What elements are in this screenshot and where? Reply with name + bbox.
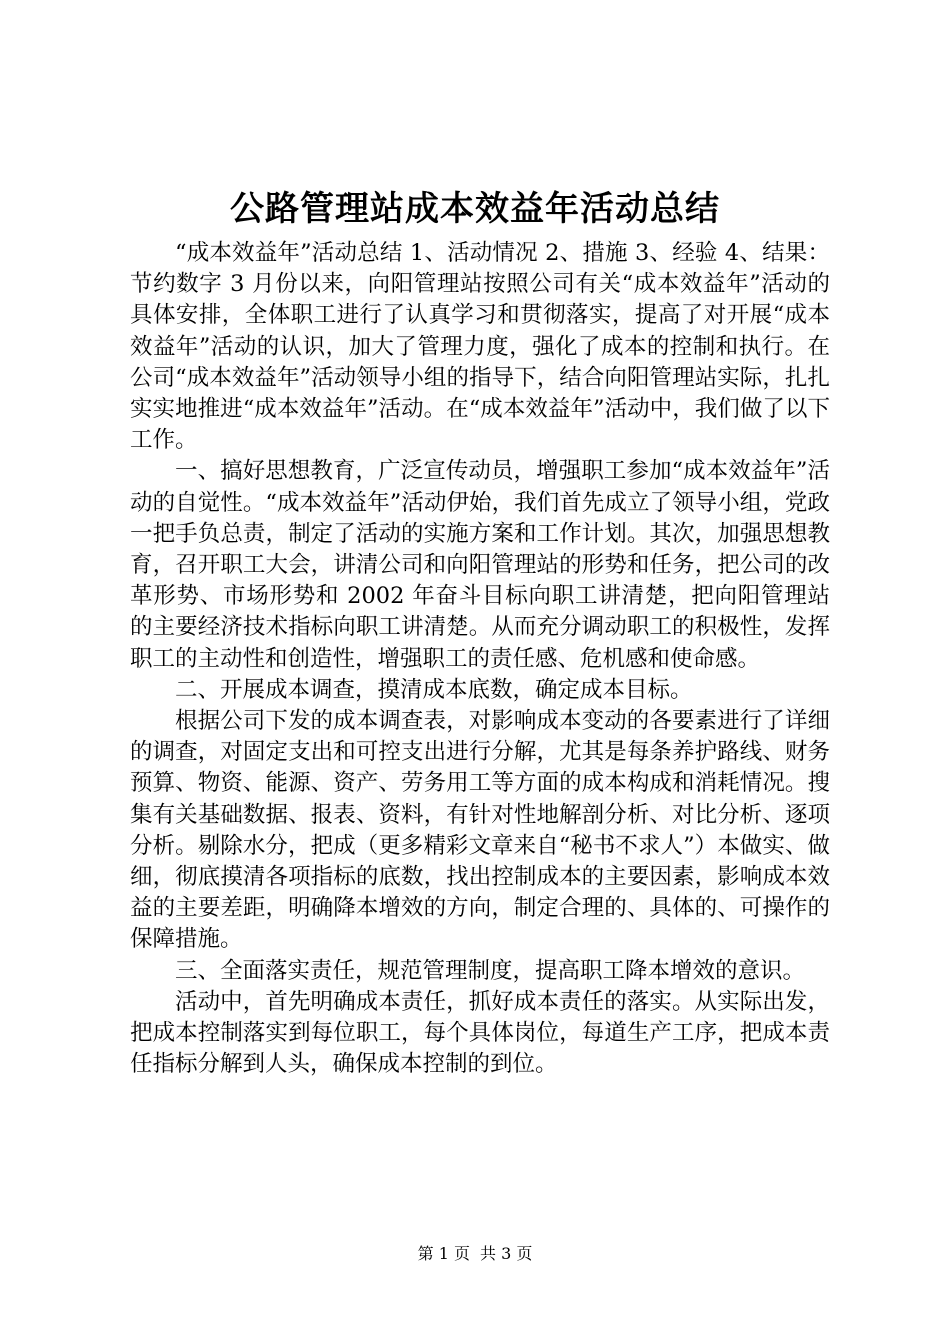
page-number: 第 1 页: [417, 1244, 470, 1263]
paragraph-section-2: 根据公司下发的成本调查表，对影响成本变动的各要素进行了详细的调查，对固定支出和可控支出进行分解，尤其是每条养护路线、财务预算、物资、能源、资产、劳务用工等方面的成本构成和消耗情况。搜集有关基础数据、报表、资料，有针对性地解剖分析、对比分析、逐项分析。剔除水分，把成（更多精彩文章来自“秘书不求人”）本做实、做细，彻底摸清各项指标的底数，找出控制成本的主要因素，影响成本效益的主要差距，明确降本增效的方向，制定合理的、具体的、可操作的保障措施。: [130, 708, 830, 953]
paragraph-section-3: 活动中，首先明确成本责任，抓好成本责任的落实。从实际出发，把成本控制落实到每位职工，每个具体岗位，每道生产工序，把成本责任指标分解到人头，确保成本控制的到位。: [130, 988, 830, 1078]
document-title: 公路管理站成本效益年活动总结: [230, 189, 720, 229]
paragraph-section-1: 一、搞好思想教育，广泛宣传动员，增强职工参加“成本效益年”活动的自觉性。“成本效益年”活动伊始，我们首先成立了领导小组，党政一把手负总责，制定了活动的实施方案和工作计划。其次，加强思想教育，召开职工大会，讲清公司和向阳管理站的形势和任务，把公司的改革形势、市场形势和 2002 年奋斗目标向职工讲清楚，把向阳管理站的主要经济技术指标向职工讲清楚。从而充分调动职工的积极性，发挥职工的主动性和创造性，增强职工的责任感、危机感和使命感。: [130, 458, 830, 672]
page-total: 共 3 页: [480, 1244, 533, 1263]
paragraph-heading-2: 二、开展成本调查，摸清成本底数，确定成本目标。: [175, 676, 693, 703]
paragraph-heading-3: 三、全面落实责任，规范管理制度，提高职工降本增效的意识。: [175, 957, 806, 984]
document-body: [130, 238, 830, 1080]
page-footer: [0, 1244, 950, 1264]
paragraph-intro: “成本效益年”活动总结 1、活动情况 2、措施 3、经验 4、结果：节约数字 3 月份以来，向阳管理站按照公司有关“成本效益年”活动的具体安排，全体职工进行了认真学习和贯彻落实，提高了对开展“成本效益年”活动的认识，加大了管理力度，强化了成本的控制和执行。在公司“成本效益年”活动领导小组的指导下，结合向阳管理站实际，扎扎实实地推进“成本效益年”活动。在“成本效益年”活动中，我们做了以下工作。: [130, 240, 830, 454]
